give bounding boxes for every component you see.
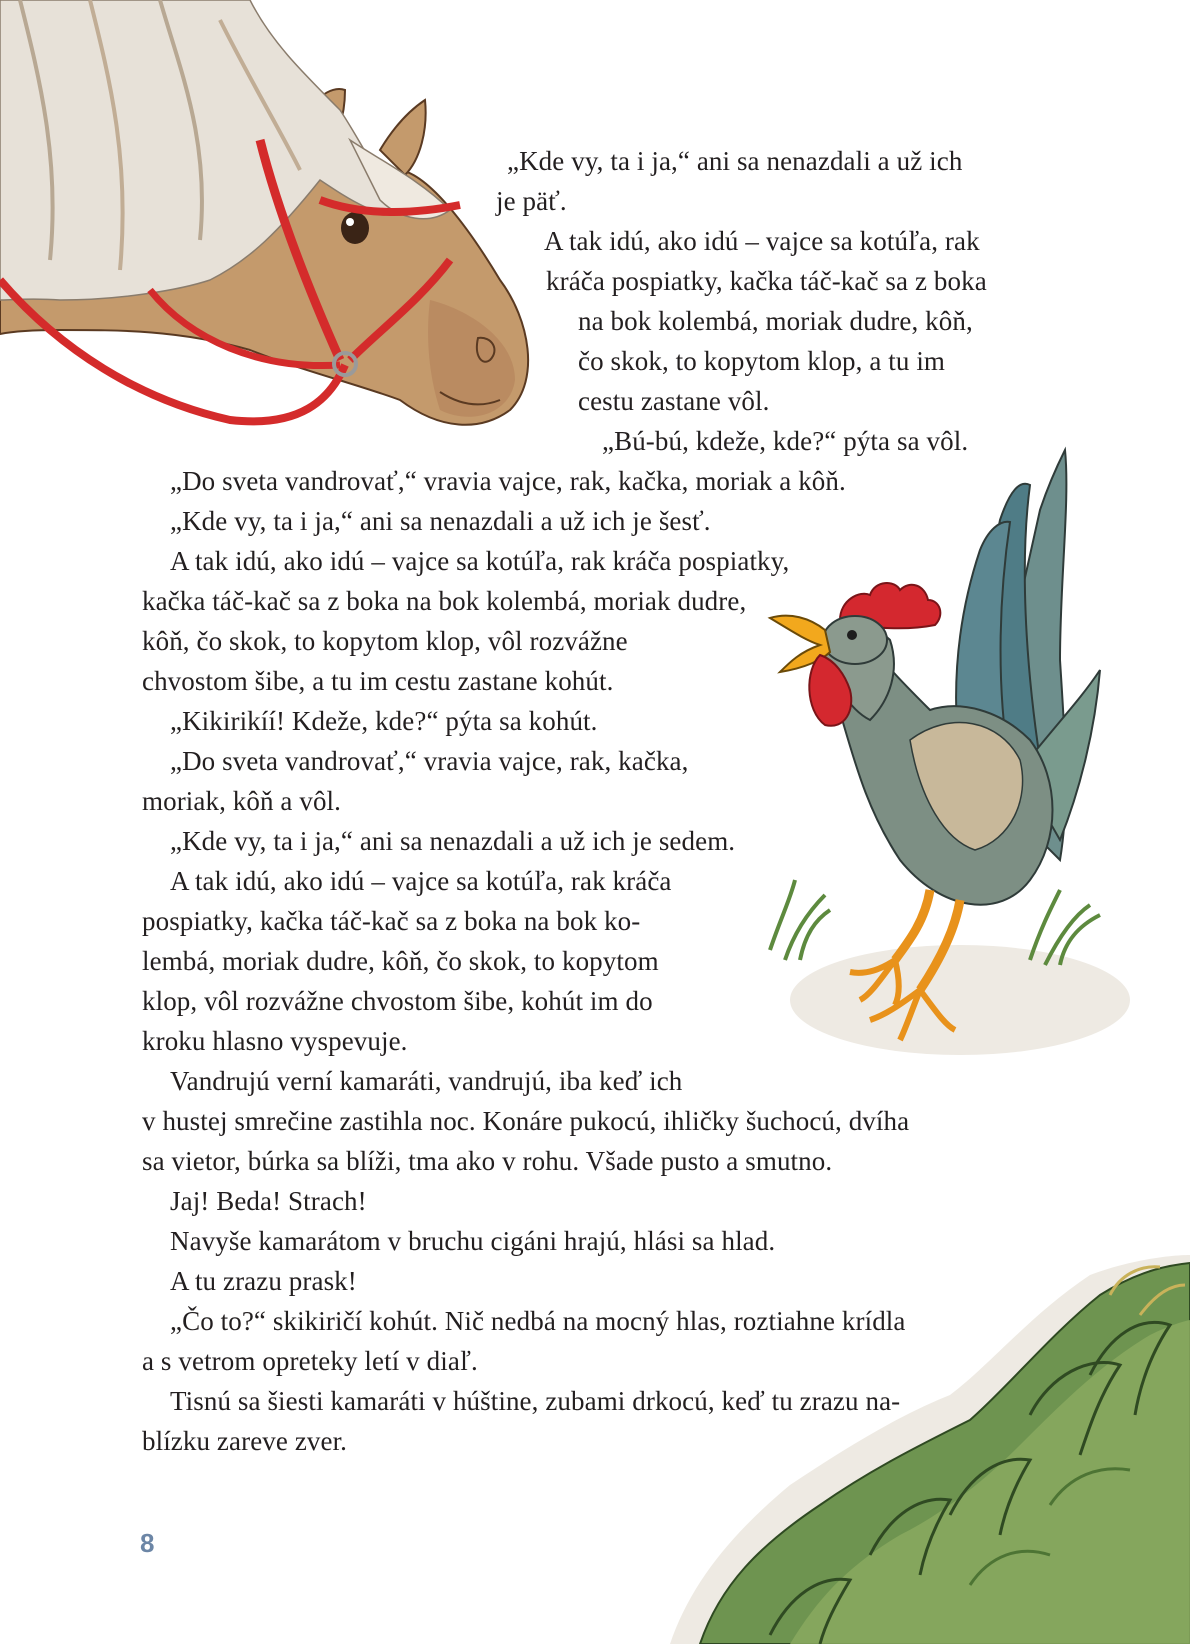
text-line: „Kde vy, ta i ja,“ ani sa nenazdali a už ich je šesť.	[170, 506, 711, 536]
text-line: Navyše kamarátom v bruchu cigáni hrajú, hlási sa hlad.	[170, 1226, 776, 1256]
text-line: A tak idú, ako idú – vajce sa kotúľa, rak	[544, 226, 980, 256]
text-line: „Do sveta vandrovať,“ vravia vajce, rak, kačka, moriak a kôň.	[170, 466, 846, 496]
text-line: v hustej smrečine zastihla noc. Konáre pukocú, ihličky šuchocú, dvíha	[142, 1106, 910, 1136]
text-line: kôň, čo skok, to kopytom klop, vôl rozvážne	[142, 626, 628, 656]
text-line: čo skok, to kopytom klop, a tu im	[578, 346, 946, 376]
text-line: a s vetrom opreteky letí v diaľ.	[142, 1346, 478, 1376]
text-line: Jaj! Beda! Strach!	[170, 1186, 367, 1216]
text-line: „Kikirikíí! Kdeže, kde?“ pýta sa kohút.	[170, 706, 598, 736]
horse-illustration	[0, 0, 560, 440]
text-line: cestu zastane vôl.	[578, 386, 770, 416]
page-number: 8	[140, 1528, 155, 1558]
text-line: „Do sveta vandrovať,“ vravia vajce, rak, kačka,	[170, 746, 689, 776]
text-line: kačka táč-kač sa z boka na bok kolembá, moriak dudre,	[142, 586, 747, 616]
text-line: sa vietor, búrka sa blíži, tma ako v rohu. Všade pusto a smutno.	[142, 1146, 833, 1176]
text-line: Vandrujú verní kamaráti, vandrujú, iba keď ich	[170, 1066, 683, 1096]
text-line: A tak idú, ako idú – vajce sa kotúľa, rak kráča	[170, 866, 672, 896]
text-line: je päť.	[496, 186, 567, 216]
text-line: moriak, kôň a vôl.	[142, 786, 342, 816]
text-line: „Kde vy, ta i ja,“ ani sa nenazdali a už ich	[507, 146, 963, 176]
text-line: „Bú-bú, kdeže, kde?“ pýta sa vôl.	[602, 426, 969, 456]
text-line: kroku hlasno vyspevuje.	[142, 1026, 408, 1056]
text-line: na bok kolembá, moriak dudre, kôň,	[578, 306, 973, 336]
text-line: pospiatky, kačka táč-kač sa z boka na bok ko-	[142, 906, 641, 936]
rooster-illustration	[760, 440, 1130, 1080]
text-line: klop, vôl rozvážne chvostom šibe, kohút im do	[142, 986, 653, 1016]
text-line: „Kde vy, ta i ja,“ ani sa nenazdali a už ich je sedem.	[170, 826, 736, 856]
text-line: Tisnú sa šiesti kamaráti v húštine, zubami drkocú, keď tu zrazu na-	[170, 1386, 901, 1416]
text-line: A tak idú, ako idú – vajce sa kotúľa, rak kráča pospiatky,	[170, 546, 790, 576]
text-line: blízku zareve zver.	[142, 1426, 348, 1456]
text-line: „Čo to?“ skikiričí kohút. Nič nedbá na mocný hlas, roztiahne krídla	[170, 1306, 906, 1336]
text-line: lembá, moriak dudre, kôň, čo skok, to kopytom	[142, 946, 659, 976]
text-line: kráča pospiatky, kačka táč-kač sa z boka	[546, 266, 987, 296]
text-line: A tu zrazu prask!	[170, 1266, 357, 1296]
text-line: chvostom šibe, a tu im cestu zastane kohút.	[142, 666, 614, 696]
